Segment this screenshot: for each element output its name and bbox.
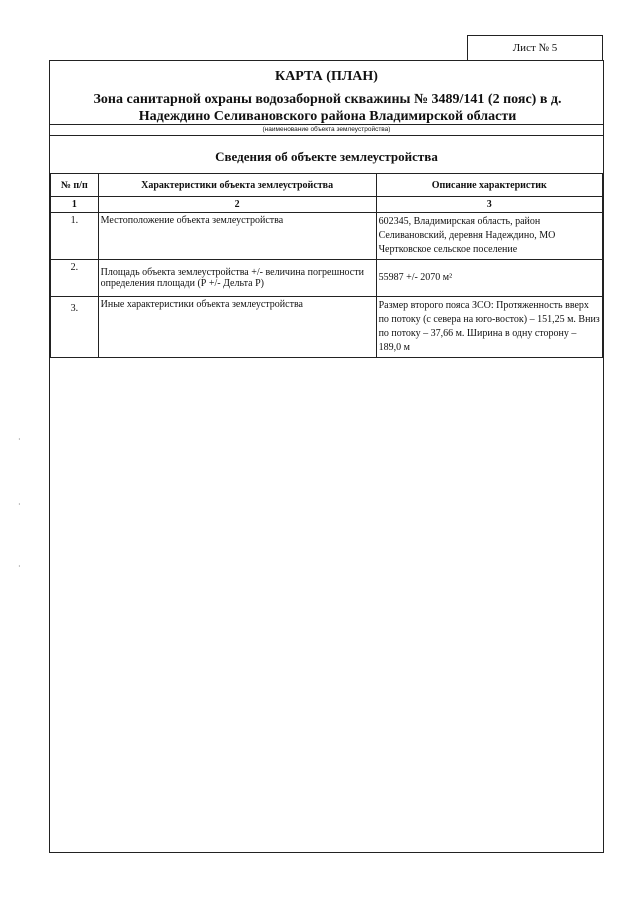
scan-speck: · [18, 562, 21, 571]
info-table [50, 173, 603, 358]
table-row [51, 260, 603, 297]
row-description: 602345, Владимирская область, район Селивановский, деревня Надеждино, МО Чертковское сельское поселение [376, 213, 602, 260]
column-number-row [51, 197, 603, 213]
document-subtitle: Зона санитарной охраны водозаборной скважины № 3489/141 (2 пояс) в д. Надеждино Селивановского района Владимирской области [93, 92, 562, 124]
row-description: Размер второго пояса ЗСО: Протяженность вверх по потоку (с севера на юго-восток) – 151,25 м. Вниз по потоку – 37,66 м. Ширина в одну сторону – 189,0 м [376, 297, 602, 358]
row-characteristic: Местоположение объекта землеустройства [98, 213, 376, 260]
row-characteristic: Площадь объекта землеустройства +/- величина погрешности определения площади (Р +/- Дельта Р) [98, 260, 376, 297]
row-number: 3. [51, 297, 99, 358]
column-number: 2 [98, 197, 376, 213]
row-number: 1. [51, 213, 99, 260]
column-header: № п/п [51, 174, 99, 197]
object-name-note: (наименование объекта землеустройства) [262, 126, 391, 133]
column-header: Характеристики объекта землеустройства [98, 174, 376, 197]
scan-speck: · [18, 500, 21, 509]
column-number: 3 [376, 197, 602, 213]
divider [50, 135, 603, 136]
sheet-number: Лист № 5 [467, 35, 603, 60]
section-title: Сведения об объекте землеустройства [215, 149, 438, 164]
divider [50, 124, 603, 125]
document-frame [49, 60, 604, 853]
row-characteristic: Иные характеристики объекта землеустройства [98, 297, 376, 358]
table-row [51, 297, 603, 358]
column-number: 1 [51, 197, 99, 213]
document-title: КАРТА (ПЛАН) [275, 69, 378, 84]
scan-speck: · [18, 435, 21, 444]
table-header-row [51, 174, 603, 197]
column-header: Описание характеристик [376, 174, 602, 197]
row-description: 55987 +/- 2070 м² [376, 260, 602, 297]
table-row [51, 213, 603, 260]
row-number: 2. [51, 260, 99, 297]
